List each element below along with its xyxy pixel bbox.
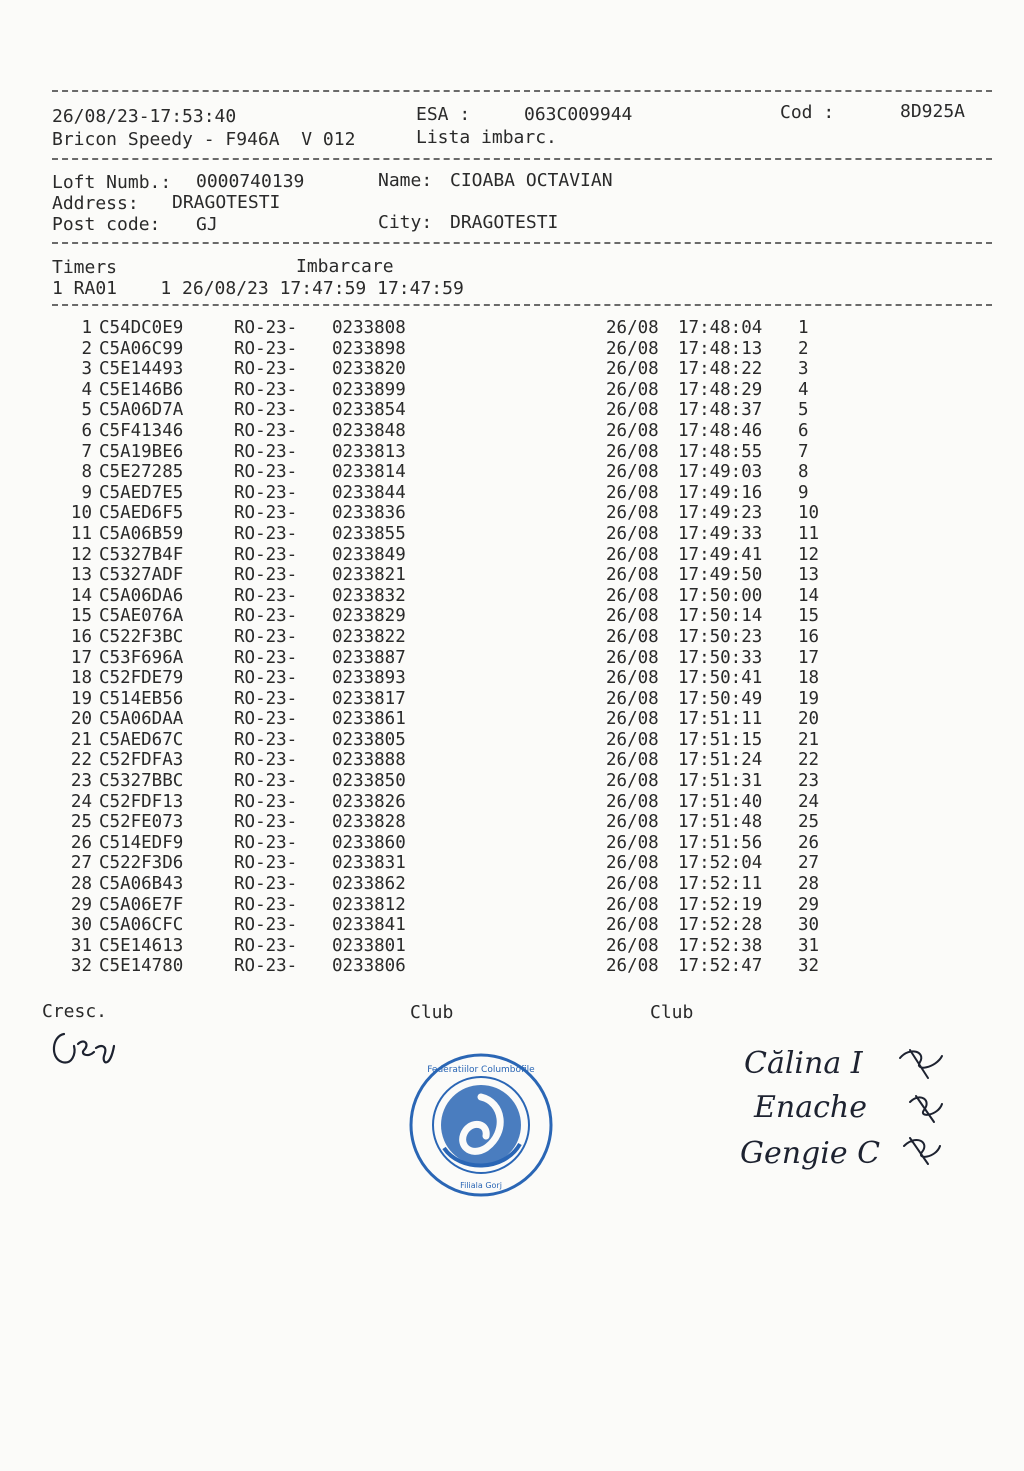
stamp-top-text: Federatiilor Columbofile <box>427 1065 535 1075</box>
entry-rank: 13 <box>798 565 820 586</box>
ring-id: C522F3D6 <box>99 853 184 874</box>
ring-number: 0233899 <box>332 379 406 400</box>
entry-number: 17 <box>70 647 92 668</box>
ring-id: C5A06DAA <box>99 709 184 730</box>
timer-line: 1 RA01 1 26/08/23 17:47:59 17:47:59 <box>52 278 464 299</box>
table-row <box>0 709 1024 730</box>
entry-number: 14 <box>70 585 92 606</box>
entry-number: 29 <box>70 894 92 915</box>
table-row <box>0 750 1024 771</box>
ring-number: 0233855 <box>332 523 406 544</box>
table-row <box>0 462 1024 483</box>
entry-number: 15 <box>70 606 92 627</box>
entry-rank: 28 <box>798 874 820 895</box>
ring-id: C52FDFA3 <box>99 750 184 771</box>
entry-rank: 30 <box>798 915 820 936</box>
boarding-date: 26/08 <box>606 318 659 338</box>
ring-prefix: RO-23- <box>234 812 298 833</box>
boarding-time: 17:48:37 <box>678 400 763 421</box>
ring-number: 0233844 <box>332 482 406 503</box>
ring-number: 0233861 <box>332 709 406 730</box>
ring-number: 0233826 <box>332 791 406 812</box>
ring-prefix: RO-23- <box>234 915 298 936</box>
ring-number: 0233893 <box>332 668 406 689</box>
ring-number: 0233817 <box>332 688 406 709</box>
timers-label: Timers <box>52 257 118 278</box>
boarding-date: 26/08 <box>606 832 659 853</box>
table-row <box>0 565 1024 586</box>
city-label: City: <box>378 212 433 233</box>
entry-number: 5 <box>81 400 92 421</box>
entry-rank: 18 <box>798 668 820 689</box>
boarding-time: 17:50:41 <box>678 668 763 689</box>
loft-label: Loft Numb.: <box>52 172 172 193</box>
divider <box>52 90 992 92</box>
boarding-time: 17:52:38 <box>678 935 763 956</box>
boarding-time: 17:49:33 <box>678 523 763 544</box>
entry-rank: 25 <box>798 812 820 833</box>
boarding-time: 17:50:49 <box>678 688 763 709</box>
entry-rank: 7 <box>798 441 809 462</box>
city-value: DRAGOTESTI <box>450 212 559 233</box>
boarding-time: 17:49:03 <box>678 462 763 483</box>
entry-number: 10 <box>70 503 92 524</box>
boarding-time: 17:52:47 <box>678 956 763 977</box>
table-row <box>0 627 1024 648</box>
entry-number: 9 <box>81 482 92 503</box>
entry-rank: 15 <box>798 606 820 627</box>
device-info: Bricon Speedy - F946A V 012 <box>52 129 356 150</box>
entry-number: 31 <box>70 935 92 956</box>
ring-prefix: RO-23- <box>234 688 298 709</box>
cresc-label: Cresc. <box>42 1001 108 1022</box>
table-row <box>0 483 1024 504</box>
name-label: Name: <box>378 170 433 191</box>
boarding-date: 26/08 <box>606 935 659 956</box>
boarding-date: 26/08 <box>606 874 659 895</box>
boarding-date: 26/08 <box>606 915 659 936</box>
ring-number: 0233821 <box>332 565 406 586</box>
boarding-time: 17:48:55 <box>678 441 763 462</box>
entry-rank: 14 <box>798 585 820 606</box>
address-label: Address: <box>52 193 139 214</box>
table-row <box>0 874 1024 895</box>
signature-name-3: Gengie C <box>740 1136 881 1171</box>
entry-rank: 17 <box>798 647 820 668</box>
ring-prefix: RO-23- <box>234 874 298 895</box>
entry-rank: 26 <box>798 832 820 853</box>
entry-number: 4 <box>81 379 92 400</box>
ring-id: C5A19BE6 <box>99 441 184 462</box>
boarding-time: 17:48:13 <box>678 338 763 359</box>
ring-number: 0233848 <box>332 420 406 441</box>
entry-number: 30 <box>70 915 92 936</box>
ring-id: C5E14780 <box>99 956 184 977</box>
table-row <box>0 380 1024 401</box>
ring-prefix: RO-23- <box>234 606 298 627</box>
boarding-time: 17:50:23 <box>678 626 763 647</box>
boarding-time: 17:48:46 <box>678 420 763 441</box>
entry-number: 26 <box>70 832 92 853</box>
table-row <box>0 648 1024 669</box>
table-row <box>0 503 1024 524</box>
boarding-date: 26/08 <box>606 750 659 771</box>
ring-number: 0233888 <box>332 750 406 771</box>
table-row <box>0 400 1024 421</box>
initials-signatures <box>880 1038 960 1168</box>
entry-number: 6 <box>81 420 92 441</box>
boarding-date: 26/08 <box>606 565 659 586</box>
ring-prefix: RO-23- <box>234 441 298 462</box>
table-row <box>0 606 1024 627</box>
ring-prefix: RO-23- <box>234 709 298 730</box>
boarding-time: 17:52:28 <box>678 915 763 936</box>
boarding-date: 26/08 <box>606 420 659 441</box>
boarding-date: 26/08 <box>606 956 659 977</box>
table-row <box>0 730 1024 751</box>
boarding-time: 17:51:31 <box>678 771 763 792</box>
entry-rank: 19 <box>798 688 820 709</box>
entry-number: 12 <box>70 544 92 565</box>
imbarcare-label: Imbarcare <box>296 256 394 277</box>
boarding-date: 26/08 <box>606 729 659 750</box>
entry-number: 19 <box>70 688 92 709</box>
ring-id: C5327BBC <box>99 771 184 792</box>
boarding-date: 26/08 <box>606 771 659 792</box>
ring-prefix: RO-23- <box>234 729 298 750</box>
ring-id: C5A06D7A <box>99 400 184 421</box>
boarding-time: 17:52:04 <box>678 853 763 874</box>
table-row <box>0 812 1024 833</box>
entry-number: 7 <box>81 441 92 462</box>
table-row <box>0 792 1024 813</box>
boarding-time: 17:51:11 <box>678 709 763 730</box>
ring-prefix: RO-23- <box>234 956 298 977</box>
entry-number: 11 <box>70 523 92 544</box>
entry-rank: 6 <box>798 420 809 441</box>
entry-rank: 5 <box>798 400 809 421</box>
boarding-time: 17:50:33 <box>678 647 763 668</box>
ring-number: 0233832 <box>332 585 406 606</box>
ring-number: 0233820 <box>332 359 406 380</box>
ring-prefix: RO-23- <box>234 565 298 586</box>
club-label-2: Club <box>650 1002 694 1023</box>
boarding-time: 17:48:29 <box>678 379 763 400</box>
ring-prefix: RO-23- <box>234 668 298 689</box>
ring-number: 0233849 <box>332 544 406 565</box>
esa-label: ESA : <box>416 104 471 125</box>
ring-number: 0233805 <box>332 729 406 750</box>
boarding-date: 26/08 <box>606 853 659 874</box>
entry-rank: 21 <box>798 729 820 750</box>
entry-number: 32 <box>70 956 92 977</box>
boarding-date: 26/08 <box>606 606 659 627</box>
entries-list <box>0 318 1024 977</box>
entry-rank: 20 <box>798 709 820 730</box>
entry-rank: 32 <box>798 956 820 977</box>
ring-id: C514EDF9 <box>99 832 184 853</box>
ring-number: 0233801 <box>332 935 406 956</box>
boarding-date: 26/08 <box>606 379 659 400</box>
ring-id: C5A06C99 <box>99 338 184 359</box>
boarding-time: 17:52:19 <box>678 894 763 915</box>
entry-rank: 22 <box>798 750 820 771</box>
entry-rank: 9 <box>798 482 809 503</box>
entry-rank: 1 <box>798 318 809 338</box>
ring-prefix: RO-23- <box>234 585 298 606</box>
ring-prefix: RO-23- <box>234 771 298 792</box>
boarding-time: 17:51:40 <box>678 791 763 812</box>
entry-rank: 3 <box>798 359 809 380</box>
boarding-time: 17:49:50 <box>678 565 763 586</box>
ring-number: 0233806 <box>332 956 406 977</box>
boarding-date: 26/08 <box>606 359 659 380</box>
boarding-time: 17:50:00 <box>678 585 763 606</box>
table-row <box>0 339 1024 360</box>
table-row <box>0 524 1024 545</box>
entry-number: 16 <box>70 626 92 647</box>
ring-id: C5A06DA6 <box>99 585 184 606</box>
ring-prefix: RO-23- <box>234 420 298 441</box>
entry-rank: 12 <box>798 544 820 565</box>
boarding-date: 26/08 <box>606 338 659 359</box>
ring-number: 0233860 <box>332 832 406 853</box>
boarding-time: 17:51:15 <box>678 729 763 750</box>
boarding-date: 26/08 <box>606 544 659 565</box>
entry-number: 24 <box>70 791 92 812</box>
entry-number: 3 <box>81 359 92 380</box>
boarding-date: 26/08 <box>606 482 659 503</box>
entry-rank: 10 <box>798 503 820 524</box>
postcode-value: GJ <box>196 214 218 235</box>
table-row <box>0 318 1024 339</box>
table-row <box>0 668 1024 689</box>
boarding-date: 26/08 <box>606 585 659 606</box>
boarding-date: 26/08 <box>606 709 659 730</box>
ring-prefix: RO-23- <box>234 400 298 421</box>
boarding-date: 26/08 <box>606 668 659 689</box>
entry-rank: 4 <box>798 379 809 400</box>
ring-number: 0233836 <box>332 503 406 524</box>
ring-id: C5AED67C <box>99 729 184 750</box>
ring-prefix: RO-23- <box>234 626 298 647</box>
cod-value: 8D925A <box>900 101 966 122</box>
ring-id: C5A06B43 <box>99 874 184 895</box>
ring-id: C5E27285 <box>99 462 184 483</box>
entry-number: 18 <box>70 668 92 689</box>
ring-number: 0233829 <box>332 606 406 627</box>
table-row <box>0 359 1024 380</box>
ring-id: C52FE073 <box>99 812 184 833</box>
ring-prefix: RO-23- <box>234 359 298 380</box>
ring-number: 0233822 <box>332 626 406 647</box>
table-row <box>0 771 1024 792</box>
table-row <box>0 895 1024 916</box>
boarding-time: 17:48:22 <box>678 359 763 380</box>
entry-rank: 27 <box>798 853 820 874</box>
signature-name-1: Călina I <box>744 1046 863 1081</box>
table-row <box>0 689 1024 710</box>
boarding-time: 17:48:04 <box>678 318 763 338</box>
ring-prefix: RO-23- <box>234 523 298 544</box>
esa-value: 063C009944 <box>524 104 633 125</box>
boarding-date: 26/08 <box>606 894 659 915</box>
entry-rank: 24 <box>798 791 820 812</box>
table-row <box>0 586 1024 607</box>
boarding-time: 17:49:16 <box>678 482 763 503</box>
cod-label: Cod : <box>780 102 835 123</box>
ring-id: C522F3BC <box>99 626 184 647</box>
boarding-time: 17:49:23 <box>678 503 763 524</box>
boarding-date: 26/08 <box>606 688 659 709</box>
divider <box>52 304 992 306</box>
ring-id: C5E14493 <box>99 359 184 380</box>
ring-number: 0233887 <box>332 647 406 668</box>
boarding-date: 26/08 <box>606 503 659 524</box>
list-title: Lista imbarc. <box>416 127 557 148</box>
boarding-time: 17:50:14 <box>678 606 763 627</box>
ring-prefix: RO-23- <box>234 503 298 524</box>
boarding-date: 26/08 <box>606 462 659 483</box>
boarding-time: 17:51:48 <box>678 812 763 833</box>
breeder-signature <box>44 1024 124 1080</box>
ring-number: 0233814 <box>332 462 406 483</box>
ring-number: 0233828 <box>332 812 406 833</box>
ring-number: 0233862 <box>332 874 406 895</box>
table-row <box>0 936 1024 957</box>
signature-name-2: Enache <box>754 1090 867 1125</box>
entry-rank: 29 <box>798 894 820 915</box>
club-label-1: Club <box>410 1002 454 1023</box>
ring-id: C5AED6F5 <box>99 503 184 524</box>
ring-prefix: RO-23- <box>234 338 298 359</box>
ring-prefix: RO-23- <box>234 462 298 483</box>
ring-number: 0233812 <box>332 894 406 915</box>
boarding-time: 17:51:24 <box>678 750 763 771</box>
boarding-time: 17:49:41 <box>678 544 763 565</box>
entry-number: 27 <box>70 853 92 874</box>
ring-number: 0233831 <box>332 853 406 874</box>
ring-id: C5F41346 <box>99 420 184 441</box>
ring-number: 0233813 <box>332 441 406 462</box>
ring-id: C52FDE79 <box>99 668 184 689</box>
entry-number: 21 <box>70 729 92 750</box>
entry-rank: 23 <box>798 771 820 792</box>
ring-prefix: RO-23- <box>234 544 298 565</box>
entry-rank: 8 <box>798 462 809 483</box>
ring-prefix: RO-23- <box>234 791 298 812</box>
ring-prefix: RO-23- <box>234 750 298 771</box>
ring-number: 0233898 <box>332 338 406 359</box>
divider <box>52 242 992 244</box>
table-row <box>0 956 1024 977</box>
entry-rank: 16 <box>798 626 820 647</box>
divider <box>52 158 992 160</box>
boarding-date: 26/08 <box>606 791 659 812</box>
stamp-bottom-text: Filiala Gorj <box>460 1181 502 1190</box>
ring-id: C514EB56 <box>99 688 184 709</box>
ring-id: C5AED7E5 <box>99 482 184 503</box>
ring-id: C5A06B59 <box>99 523 184 544</box>
ring-prefix: RO-23- <box>234 832 298 853</box>
ring-prefix: RO-23- <box>234 935 298 956</box>
entry-number: 8 <box>81 462 92 483</box>
table-row <box>0 915 1024 936</box>
postcode-label: Post code: <box>52 214 161 235</box>
table-row <box>0 442 1024 463</box>
ring-number: 0233841 <box>332 915 406 936</box>
ring-id: C54DC0E9 <box>99 318 184 338</box>
entry-number: 13 <box>70 565 92 586</box>
entry-number: 22 <box>70 750 92 771</box>
table-row <box>0 833 1024 854</box>
boarding-date: 26/08 <box>606 523 659 544</box>
ring-number: 0233854 <box>332 400 406 421</box>
ring-prefix: RO-23- <box>234 647 298 668</box>
entry-rank: 2 <box>798 338 809 359</box>
ring-prefix: RO-23- <box>234 482 298 503</box>
ring-id: C5AE076A <box>99 606 184 627</box>
entry-rank: 31 <box>798 935 820 956</box>
ring-id: C52FDF13 <box>99 791 184 812</box>
boarding-date: 26/08 <box>606 626 659 647</box>
boarding-date: 26/08 <box>606 441 659 462</box>
entry-number: 2 <box>81 338 92 359</box>
boarding-time: 17:52:11 <box>678 874 763 895</box>
owner-name: CIOABA OCTAVIAN <box>450 170 613 191</box>
ring-number: 0233808 <box>332 318 406 338</box>
federation-stamp <box>408 1052 554 1198</box>
entry-rank: 11 <box>798 523 820 544</box>
ring-id: C53F696A <box>99 647 184 668</box>
boarding-time: 17:51:56 <box>678 832 763 853</box>
entry-number: 1 <box>81 318 92 338</box>
print-datetime: 26/08/23-17:53:40 <box>52 106 237 127</box>
ring-prefix: RO-23- <box>234 379 298 400</box>
ring-prefix: RO-23- <box>234 853 298 874</box>
ring-prefix: RO-23- <box>234 318 298 338</box>
entry-number: 23 <box>70 771 92 792</box>
table-row <box>0 853 1024 874</box>
ring-id: C5E14613 <box>99 935 184 956</box>
entry-number: 28 <box>70 874 92 895</box>
ring-prefix: RO-23- <box>234 894 298 915</box>
ring-id: C5E146B6 <box>99 379 184 400</box>
ring-id: C5A06CFC <box>99 915 184 936</box>
address-value: DRAGOTESTI <box>172 192 281 213</box>
ring-id: C5327ADF <box>99 565 184 586</box>
ring-number: 0233850 <box>332 771 406 792</box>
ring-id: C5327B4F <box>99 544 184 565</box>
loft-number: 0000740139 <box>196 171 305 192</box>
entry-number: 20 <box>70 709 92 730</box>
table-row <box>0 545 1024 566</box>
ring-id: C5A06E7F <box>99 894 184 915</box>
boarding-date: 26/08 <box>606 400 659 421</box>
boarding-date: 26/08 <box>606 647 659 668</box>
boarding-date: 26/08 <box>606 812 659 833</box>
entry-number: 25 <box>70 812 92 833</box>
table-row <box>0 421 1024 442</box>
